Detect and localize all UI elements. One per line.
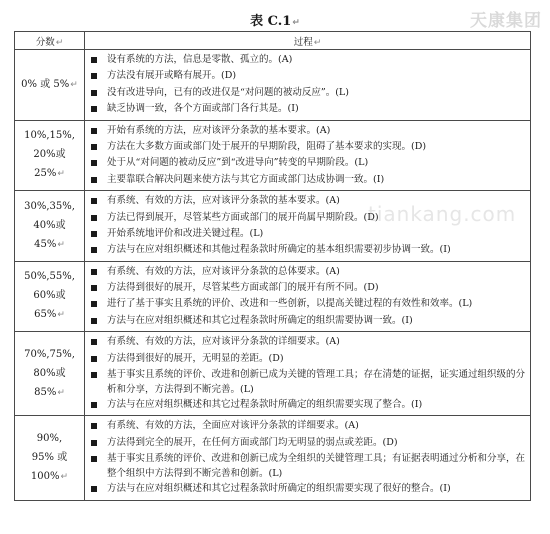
square-bullet-icon <box>91 269 97 275</box>
criterion-text: 开始有系统的方法，应对该评分条款的基本要求。(A) <box>107 124 331 136</box>
square-bullet-icon <box>91 198 97 204</box>
square-bullet-icon <box>91 128 97 134</box>
square-bullet-icon <box>91 215 97 221</box>
paragraph-mark: ↵ <box>57 239 65 250</box>
square-bullet-icon <box>91 106 97 112</box>
square-bullet-icon <box>91 144 97 150</box>
process-cell <box>85 261 531 332</box>
list-item <box>91 280 526 296</box>
score-cell <box>15 191 85 262</box>
table-row <box>15 416 531 500</box>
square-bullet-icon <box>91 372 97 378</box>
square-bullet-icon <box>91 318 97 324</box>
process-cell <box>85 120 531 191</box>
square-bullet-icon <box>91 440 97 446</box>
score-line: 95% 或 <box>31 452 68 463</box>
criterion-text: 方法与在应对组织概述和其它过程条款时所确定的组织需要协调一致。(I) <box>107 314 413 326</box>
list-item <box>91 101 526 117</box>
criterion-text: 方法与在应对组织概述和其他过程条款时所确定的基本组织需要初步协调一致。(I) <box>107 244 451 256</box>
criterion-text: 有系统、有效的方法，应对该评分条款的基本要求。(A) <box>107 195 340 207</box>
list-item <box>91 296 526 312</box>
criterion-text: 主要靠联合解决问题来使方法与其它方面或部门达成协调一致。(I) <box>107 173 385 185</box>
criterion-text: 有系统、有效的方法，全面应对该评分条款的详细要求。(A) <box>107 420 359 432</box>
score-line: 40%或 <box>33 219 66 231</box>
list-item <box>91 435 526 451</box>
score-line: 25%↵ <box>34 168 65 180</box>
list-item <box>91 226 526 242</box>
list-item <box>91 172 526 188</box>
scoring-table <box>14 31 531 501</box>
list-item <box>91 418 526 434</box>
score-line: 10%,15%, <box>24 130 75 142</box>
list-item <box>91 210 526 226</box>
process-cell <box>85 332 531 416</box>
header-process: 过程↵ <box>85 32 531 50</box>
score-line: 90%, <box>36 433 63 444</box>
paragraph-mark: ↵ <box>57 169 65 180</box>
criterion-text: 缺乏协调一致，各个方面或部门各行其是。(I) <box>107 103 299 115</box>
list-item <box>91 193 526 209</box>
score-line: 85%↵ <box>34 386 65 398</box>
score-cell <box>15 416 85 500</box>
square-bullet-icon <box>91 90 97 96</box>
table-row <box>15 261 531 332</box>
list-item <box>91 334 526 350</box>
criterion-text: 基于事实且系统的评价、改进和创新已成为关键的管理工具；存在清楚的证据，证实通过组织级的分析和分享，方法得到不断完善。(L) <box>107 369 526 396</box>
score-line: 20%或 <box>33 149 66 161</box>
square-bullet-icon <box>91 456 97 462</box>
criterion-text: 方法与在应对组织概述和其它过程条款时所确定的组织需要实现了整合。(I) <box>107 399 423 411</box>
score-line: 65%↵ <box>34 309 65 321</box>
square-bullet-icon <box>91 423 97 429</box>
square-bullet-icon <box>91 57 97 63</box>
score-cell <box>15 50 85 121</box>
criterion-text: 进行了基于事实且系统的评价、改进和一些创新，以提高关键过程的有效性和效率。(L) <box>107 298 473 310</box>
table-row <box>15 50 531 121</box>
criterion-text: 方法没有展开或略有展开。(D) <box>107 70 237 82</box>
paragraph-mark: ↵ <box>57 387 65 398</box>
criterion-text: 方法已得到展开，尽管某些方面或部门的展开尚属早期阶段。(D) <box>107 211 379 223</box>
watermark-url: tiankang.com <box>368 202 517 226</box>
paragraph-mark: ↵ <box>292 18 300 28</box>
table-row <box>15 191 531 262</box>
header-row <box>15 32 531 50</box>
square-bullet-icon <box>91 486 97 492</box>
process-cell <box>85 50 531 121</box>
score-line: 80%或 <box>33 367 66 379</box>
score-line: 60%或 <box>33 290 66 302</box>
process-cell <box>85 416 531 500</box>
square-bullet-icon <box>91 73 97 79</box>
list-item <box>91 351 526 367</box>
list-item <box>91 397 526 413</box>
criterion-text: 设有系统的方法，信息是零散、孤立的。(A) <box>107 54 293 65</box>
paragraph-mark: ↵ <box>70 79 78 90</box>
score-cell <box>15 261 85 332</box>
list-item <box>91 313 526 329</box>
list-item <box>91 481 526 497</box>
score-cell <box>15 332 85 416</box>
criterion-text: 方法与在应对组织概述和其它过程条款时所确定的组织需要实现了很好的整合。(I) <box>107 483 451 495</box>
process-cell <box>85 191 531 262</box>
list-item <box>91 264 526 280</box>
criterion-text: 方法得到很好的展开，无明显的差距。(D) <box>107 352 284 364</box>
square-bullet-icon <box>91 301 97 307</box>
score-line: 70%,75%, <box>24 348 75 360</box>
score-line: 0% 或 5%↵ <box>21 78 78 90</box>
list-item <box>91 451 526 481</box>
criterion-text: 方法得到很好的展开，尽管某些方面或部门的展开有所不同。(D) <box>107 282 379 294</box>
watermark-logo: 天康集团 <box>470 11 542 31</box>
criterion-text: 处于从“对问题的被动反应”到“改进导向”转变的早期阶段。(L) <box>107 157 369 169</box>
criterion-text: 没有改进导向，已有的改进仅是“对问题的被动反应”。(L) <box>107 86 349 98</box>
list-item <box>91 139 526 155</box>
score-line: 50%,55%, <box>24 271 75 283</box>
table-title: 表 C.1↵ <box>250 14 300 29</box>
criterion-text: 有系统、有效的方法，应对该评分条款的总体要求。(A) <box>107 265 340 277</box>
table-row <box>15 332 531 416</box>
square-bullet-icon <box>91 402 97 408</box>
score-line: 30%,35%, <box>24 200 75 212</box>
score-line: 45%↵ <box>34 238 65 250</box>
criterion-text: 方法在大多数方面或部门处于展开的早期阶段，阻碍了基本要求的实现。(D) <box>107 140 427 152</box>
paragraph-mark: ↵ <box>57 310 65 321</box>
list-item <box>91 242 526 258</box>
list-item <box>91 85 526 101</box>
square-bullet-icon <box>91 177 97 183</box>
square-bullet-icon <box>91 231 97 237</box>
criterion-text: 基于事实且系统的评价、改进和创新已成为全组织的关键管理工具；有证据表明通过分析和分享，在整个组织中方法得到不断完善和创新。(L) <box>107 453 526 480</box>
list-item <box>91 367 526 397</box>
square-bullet-icon <box>91 160 97 166</box>
score-cell <box>15 120 85 191</box>
header-score: 分数↵ <box>15 32 85 50</box>
paragraph-mark: ↵ <box>60 472 69 482</box>
square-bullet-icon <box>91 339 97 345</box>
list-item <box>91 155 526 171</box>
square-bullet-icon <box>91 247 97 253</box>
criterion-text: 有系统、有效的方法，应对该评分条款的详细要求。(A) <box>107 336 340 348</box>
square-bullet-icon <box>91 356 97 362</box>
criterion-text: 开始系统地评价和改进关键过程。(L) <box>107 227 264 239</box>
list-item <box>91 123 526 139</box>
table-row <box>15 120 531 191</box>
criterion-text: 方法得到完全的展开，在任何方面或部门均无明显的弱点或差距。(D) <box>107 436 398 448</box>
list-item <box>91 52 526 68</box>
score-line: 100%↵ <box>30 471 69 482</box>
list-item <box>91 68 526 84</box>
square-bullet-icon <box>91 285 97 291</box>
